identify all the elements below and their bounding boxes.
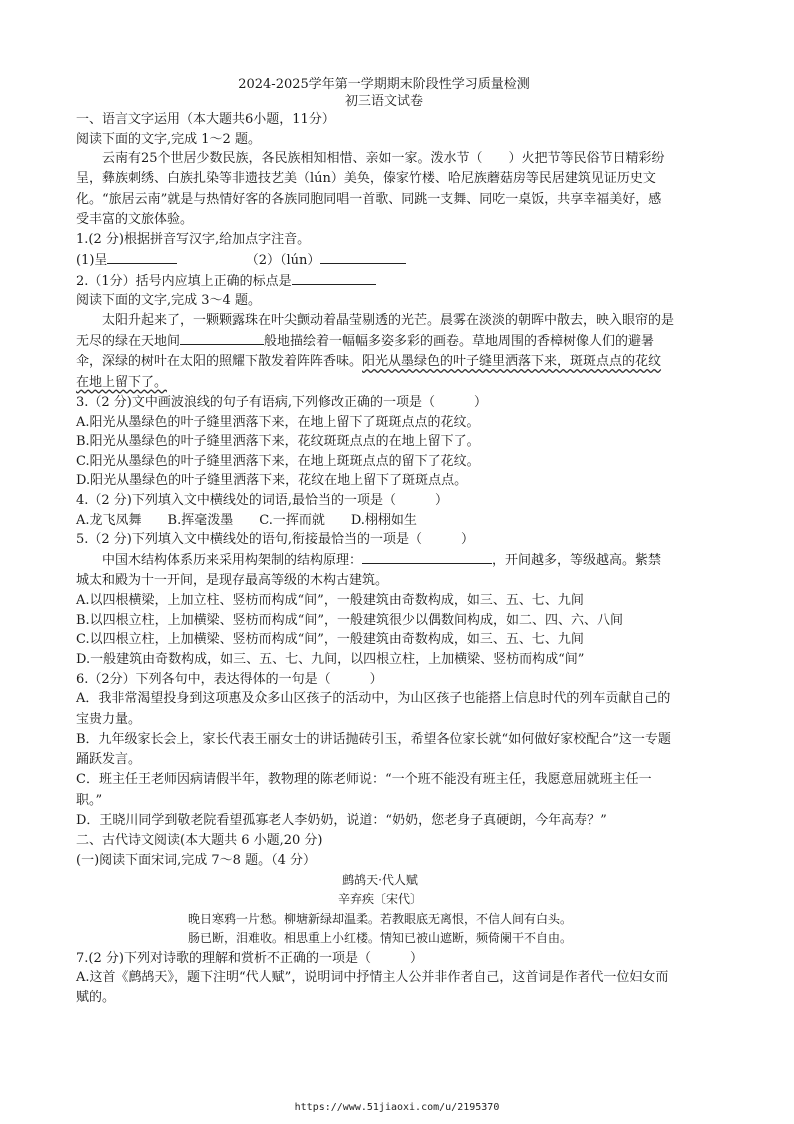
question-6: 6.（2分）下列各句中，表达得体的一句是（ ） — [76, 671, 383, 687]
q6-option-b[interactable]: B．九年级家长会上，家长代表王丽女士的讲话抛砖引玉，希望各位家长就“如何做好家校配合”这一专题踊跃发言。 — [76, 731, 671, 768]
exam-subtitle: 初三语文试卷 — [344, 94, 423, 109]
passage-1: 云南有25个世居少数民族，各民族相知相惜、亲如一家。泼水节（ ）火把节等民俗节日精彩纷呈，彝族刺绣、白族扎染等非遗技艺美（lún）美奂，傣家竹楼、哈尼族蘑菇房等民居建筑见证历史文化。“旅居云南”就是与热情好客的各族同胞同唱一首歌、同跳一支舞、同吃一桌饭，共享幸福美好，感受丰富的文旅体验。 — [76, 151, 665, 228]
q2-blank[interactable] — [292, 271, 376, 285]
question-4: 4.（2 分)下列填入文中横线处的词语,最恰当的一项是（ ） — [76, 492, 449, 508]
question-5: 5.（2 分)下列填入文中横线处的语句,衔接最恰当的一项是（ ） — [76, 532, 475, 548]
q3-option-d[interactable]: D.阳光从墨绿色的叶子缝里洒落下来，花纹在地上留下了斑斑点点。 — [76, 473, 468, 489]
q3-option-c[interactable]: C.阳光从墨绿色的叶子缝里洒落下来，在地上斑斑点点的留下了花纹。 — [76, 453, 480, 469]
q6-option-d[interactable]: D．王晓川同学到敬老院看望孤寡老人李奶奶，说道：“奶奶，您老身子真硬朗，今年高寿？” — [76, 813, 607, 829]
question-2: 2.（1分）括号内应填上正确的标点是 — [76, 271, 674, 292]
q7-option-a[interactable]: A.这首《鹧鸪天》，题下注明“代人赋”，说明词中抒情主人公并非作者自己，这首词是作者代一位妇女而赋的。 — [76, 970, 669, 1006]
passage-2: 太阳升起来了，一颗颗露珠在叶尖颤动着晶莹剔透的光芒。晨雾在淡淡的朝晖中散去，映入眼帘的是无尽的绿在天地间 般地描绘着一幅幅多姿多彩的画卷。草地周围的香樟树像人们的避暑伞，深绿的树叶在太阳的照耀下散发着阵阵香味。阳光从墨绿色的叶子缝里洒落下来，斑斑点点的花纹在地上留下了。 — [76, 312, 675, 390]
intro-q1-2: 阅读下面的文字,完成 1～2 题。 — [76, 131, 261, 147]
q6-option-a[interactable]: A．我非常渴望投身到这项惠及众多山区孩子的活动中，为山区孩子也能搭上信息时代的列车贡献自己的宝贵力量。 — [76, 691, 671, 727]
poem-line-1: 晚日寒鸦一片愁。柳塘新绿却温柔。若教眼底无离恨，不信人间有白头。 — [187, 911, 572, 926]
question-1-blanks — [76, 250, 674, 271]
exam-title: 2024-2025学年第一学期期末阶段性学习质量检测 — [238, 77, 530, 92]
question-3: 3.（2 分)文中画波浪线的句子有语病,下列修改正确的一项是（ ） — [76, 394, 488, 410]
section1-heading: 一、语言文字运用（本大题共6小题，11分） — [76, 112, 335, 127]
q1-item-2: （2）（lún） — [245, 252, 321, 268]
section2-heading: 二、古代诗文阅读(本大题共 6 小题,20 分) — [76, 833, 323, 849]
q5-option-c[interactable]: C.以四根立柱，上加横梁、竖枋而构成“间”，一般建筑由奇数构成，如三、五、七、九间 — [76, 632, 584, 648]
q4-options[interactable]: A.龙飞凤舞 B.挥毫泼墨 C.一挥而就 D.栩栩如生 — [76, 512, 417, 528]
q1-item-1: (1)呈 — [76, 252, 108, 268]
poem-line-2: 肠已断，泪难收。相思重上小红楼。情知已被山遮断，频倚阑干不自由。 — [187, 931, 572, 946]
exam-page — [76, 76, 674, 1009]
passage2-blank[interactable] — [180, 331, 264, 345]
q3-option-b[interactable]: B.阳光从墨绿色的叶子缝里洒落下来，花纹斑斑点点的在地上留下了。 — [76, 434, 480, 450]
footer-url[interactable]: https://www.51jiaoxi.com/u/2195370 — [294, 1102, 500, 1113]
q5-option-a[interactable]: A.以四根横梁，上加立柱、竖枋而构成“间”，一般建筑由奇数构成，如三、五、七、九间 — [76, 593, 584, 609]
q6-option-c[interactable]: C．班主任王老师因病请假半年，教物理的陈老师说：“一个班不能没有班主任，我愿意屈就班主任一职。” — [76, 772, 652, 808]
q5-passage: 中国木结构体系历来采用构架制的结构原理： ，开间越多，等级越高。紫禁城太和殿为十一开间，是现存最高等级的木构古建筑。 — [76, 550, 674, 592]
q5-blank[interactable] — [362, 550, 492, 564]
q5-option-b[interactable]: B.以四根立柱，上加横梁、竖枋而构成“间”，一般建筑很少以偶数间构成，如二、四、六、八间 — [76, 612, 623, 628]
q3-option-a[interactable]: A.阳光从墨绿色的叶子缝里洒落下来，在地上留下了斑斑点点的花纹。 — [76, 414, 480, 430]
wavy-sentence: 阳光从墨绿色的叶子缝里洒落下来，斑斑点点的花纹在地上留下了。 — [76, 354, 662, 390]
question-7: 7.(2 分)下列对诗歌的理解和赏析不正确的一项是（ ） — [76, 950, 423, 966]
poem-title: 鹧鸪天·代人赋 — [342, 872, 418, 887]
poem-author: 辛弃疾〔宋代〕 — [337, 892, 422, 907]
q1-blank-2[interactable] — [320, 250, 406, 264]
part1-intro: (一)阅读下面宋词,完成 7～8 题。（4 分） — [76, 852, 316, 868]
question-1: 1.(2 分)根据拼音写汉字,给加点字注音。 — [76, 232, 311, 248]
q5-option-d[interactable]: D.一般建筑由奇数构成，如三、五、七、九间，以四根立柱，上加横梁、竖枋而构成“间” — [76, 652, 585, 668]
intro-q3-4: 阅读下面的文字,完成 3～4 题。 — [76, 293, 261, 309]
q1-blank-1[interactable] — [107, 250, 177, 264]
